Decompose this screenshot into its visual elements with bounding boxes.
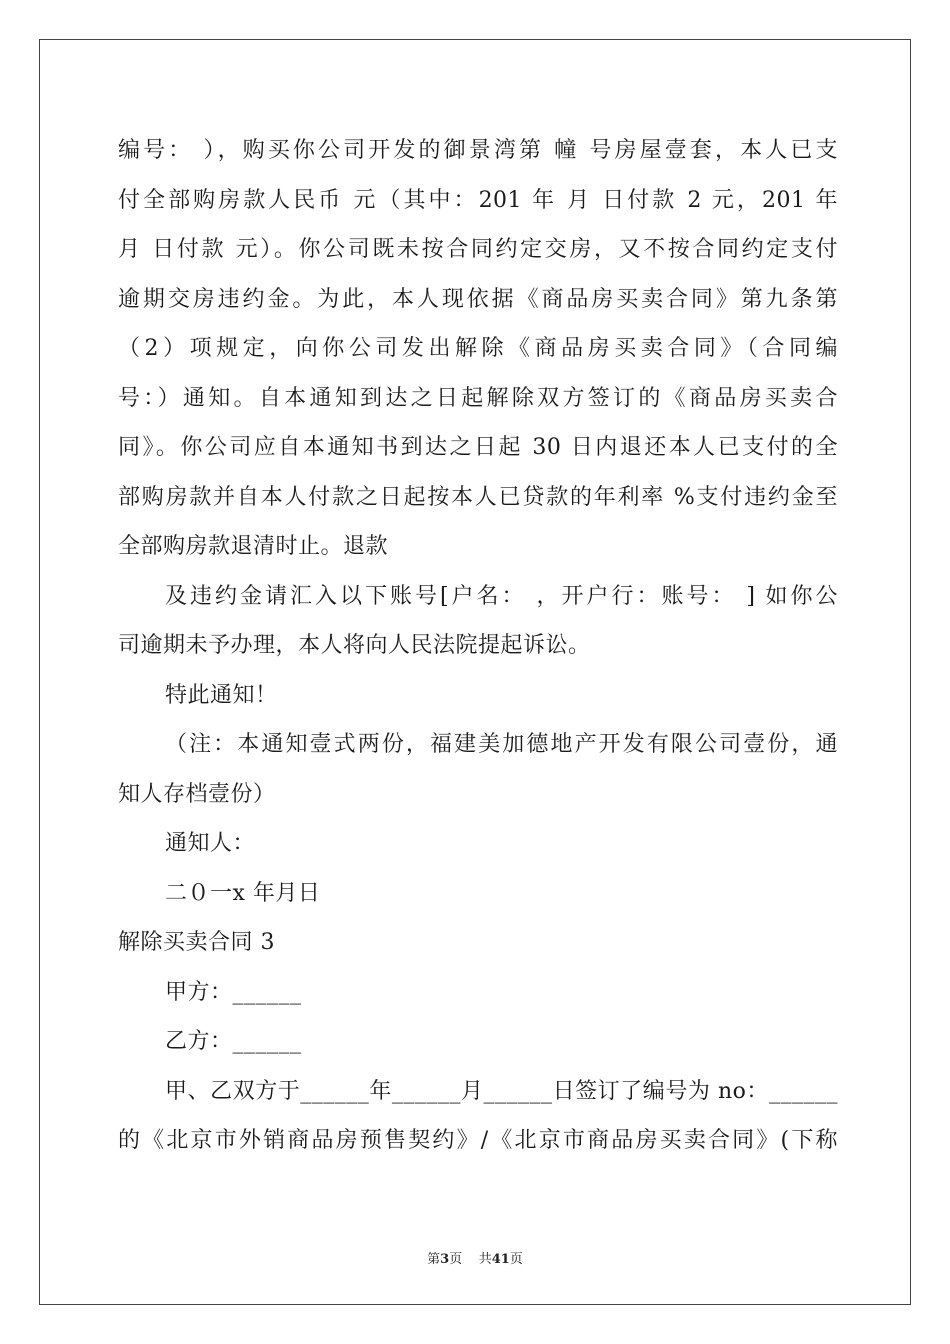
paragraph-line: 部购房款并自本人付款之日起按本人已贷款的年利率 %支付违约金至 [118,484,838,510]
current-page-number: 3 [440,1252,450,1267]
paragraph-line: 号：）通知。自本通知到达之日起解除双方签订的《商品房买卖合 [118,385,838,411]
page-footer [0,1248,950,1267]
footer-total-word: 页 [509,1252,523,1267]
total-page-count: 41 [491,1252,510,1267]
paragraph-line: 月 日付款 元）。你公司既未按合同约定交房，又不按合同约定支付 [118,237,838,262]
footer-total-prefix: 共 [478,1252,492,1267]
paragraph-line: 特此通知！ [165,682,278,708]
footer-page-word: 页 [449,1252,463,1267]
paragraph-line: （2）项规定，向你公司发出解除《商品房买卖合同》（合同编 [118,336,838,361]
document-body [118,126,838,1166]
footer-prefix: 第 [427,1252,441,1267]
paragraph-line: 司逾期未予办理，本人将向人民法院提起诉讼。 [118,633,591,658]
paragraph-line: 的《北京市外销商品房预售契约》/《北京市商品房买卖合同》(下称 [118,1128,838,1153]
paragraph-line: 知人存档壹份） [118,781,276,807]
paragraph-line: 全部购房款退清时止。退款 [118,534,389,559]
date-line: 二０一x 年月日 [165,880,321,906]
paragraph-line: 及违约金请汇入以下账号[户名： ，开户行：账号： ] 如你公 [165,583,838,609]
party-a-line: 甲方：______ [165,979,302,1005]
paragraph-line: 逾期交房违约金。为此，本人现依据《商品房买卖合同》第九条第 [118,286,838,312]
paragraph-line: （注：本通知壹式两份，福建美加德地产开发有限公司壹份，通 [165,732,838,757]
paragraph-line: 编号： ），购买你公司开发的御景湾第 幢 号房屋壹套，本人已支 [118,138,838,163]
party-b-line: 乙方：______ [165,1029,302,1054]
paragraph-line: 同》。你公司应自本通知书到达之日起 30 日内退还本人已支付的全 [118,435,838,460]
paragraph-line: 甲、乙双方于______年______月______日签订了编号为 no：______ [165,1078,838,1104]
section-heading: 解除买卖合同 3 [118,930,275,955]
signer-label: 通知人： [165,831,256,856]
paragraph-line: 付全部购房款人民币 元（其中：201 年 月 日付款 2 元，201 年 [118,187,838,213]
